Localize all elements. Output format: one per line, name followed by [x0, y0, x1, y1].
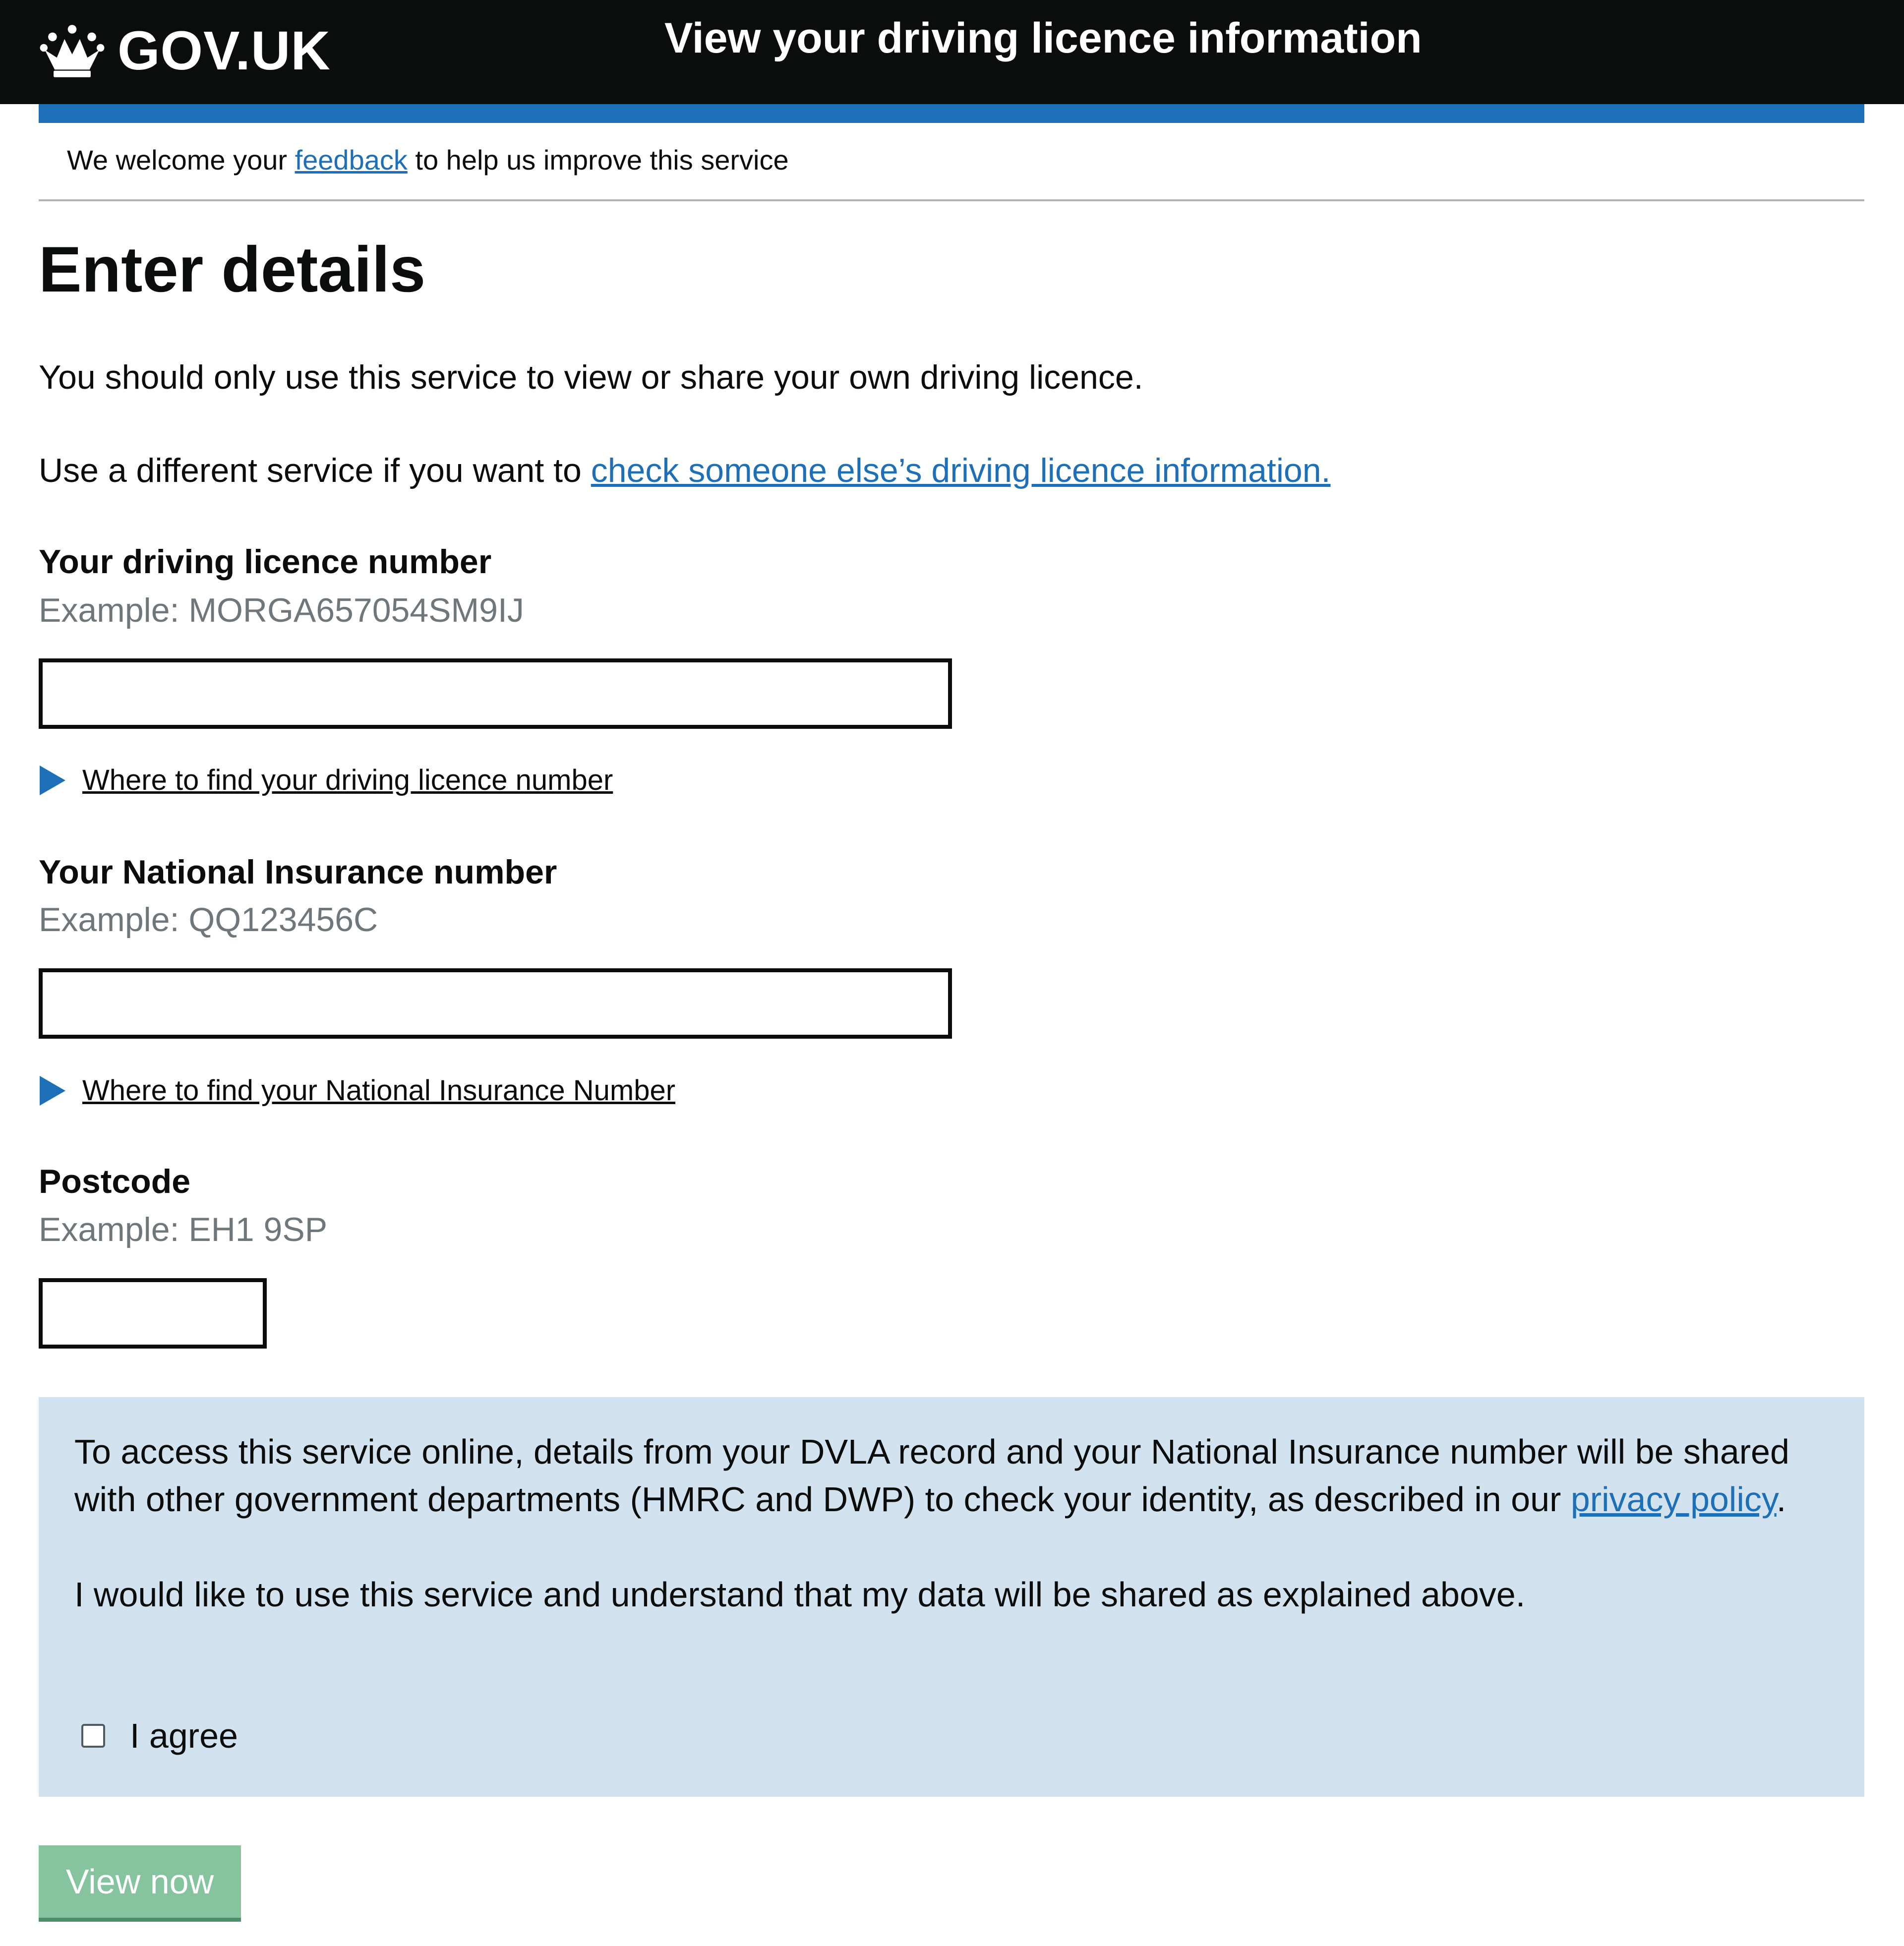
govuk-logo-link[interactable]	[39, 20, 331, 81]
feedback-suffix: to help us improve this service	[407, 144, 789, 176]
feedback-link[interactable]: feedback	[295, 144, 408, 176]
licence-number-hint: Example: MORGA657054SM9IJ	[39, 591, 524, 629]
different-service-text	[39, 449, 1330, 492]
feedback-banner	[67, 143, 789, 177]
agree-checkbox-label: I agree	[130, 1716, 238, 1755]
crown-icon	[39, 24, 106, 78]
agree-checkbox-row[interactable]	[81, 1714, 238, 1757]
service-name[interactable]: View your driving licence information	[664, 14, 1422, 62]
nino-label: Your National Insurance number	[39, 853, 557, 891]
nino-input[interactable]	[39, 968, 952, 1039]
consent-statement: I would like to use this service and understand that my data will be shared as explained above.	[74, 1575, 1526, 1614]
licence-help-toggle[interactable]	[40, 763, 613, 798]
header-accent-bar	[39, 104, 1864, 123]
licence-help-text: Where to find your driving licence number	[82, 764, 613, 796]
different-service-prefix: Use a different service if you want to	[39, 452, 591, 489]
consent-text	[74, 1428, 1840, 1523]
licence-number-label: Your driving licence number	[39, 543, 492, 581]
privacy-policy-link[interactable]: privacy policy	[1570, 1480, 1777, 1519]
view-now-button[interactable]: View now	[39, 1845, 241, 1918]
consent-text-prefix: To access this service online, details from your DVLA record and your National Insurance number will be shared with other government departments (HMRC and DWP) to check your identity, as described in our	[74, 1432, 1789, 1519]
header	[0, 0, 1904, 104]
triangle-right-icon	[40, 766, 65, 795]
feedback-prefix: We welcome your	[67, 144, 295, 176]
nino-help-toggle[interactable]	[40, 1073, 675, 1109]
nino-help-text: Where to find your National Insurance Number	[82, 1074, 676, 1107]
licence-number-input[interactable]	[39, 658, 952, 729]
check-someone-else-link[interactable]: check someone else’s driving licence information.	[591, 452, 1331, 489]
consent-text-suffix: .	[1776, 1480, 1786, 1519]
postcode-hint: Example: EH1 9SP	[39, 1211, 328, 1248]
postcode-label: Postcode	[39, 1163, 191, 1200]
intro-text: You should only use this service to view or share your own driving licence.	[39, 358, 1143, 396]
divider	[39, 199, 1864, 201]
triangle-right-icon	[40, 1076, 65, 1106]
nino-hint: Example: QQ123456C	[39, 901, 378, 939]
consent-panel	[39, 1397, 1864, 1797]
agree-checkbox[interactable]	[81, 1724, 105, 1748]
page-title: Enter details	[39, 233, 426, 305]
postcode-input[interactable]	[39, 1278, 267, 1349]
logo-text: GOV.UK	[118, 20, 331, 81]
